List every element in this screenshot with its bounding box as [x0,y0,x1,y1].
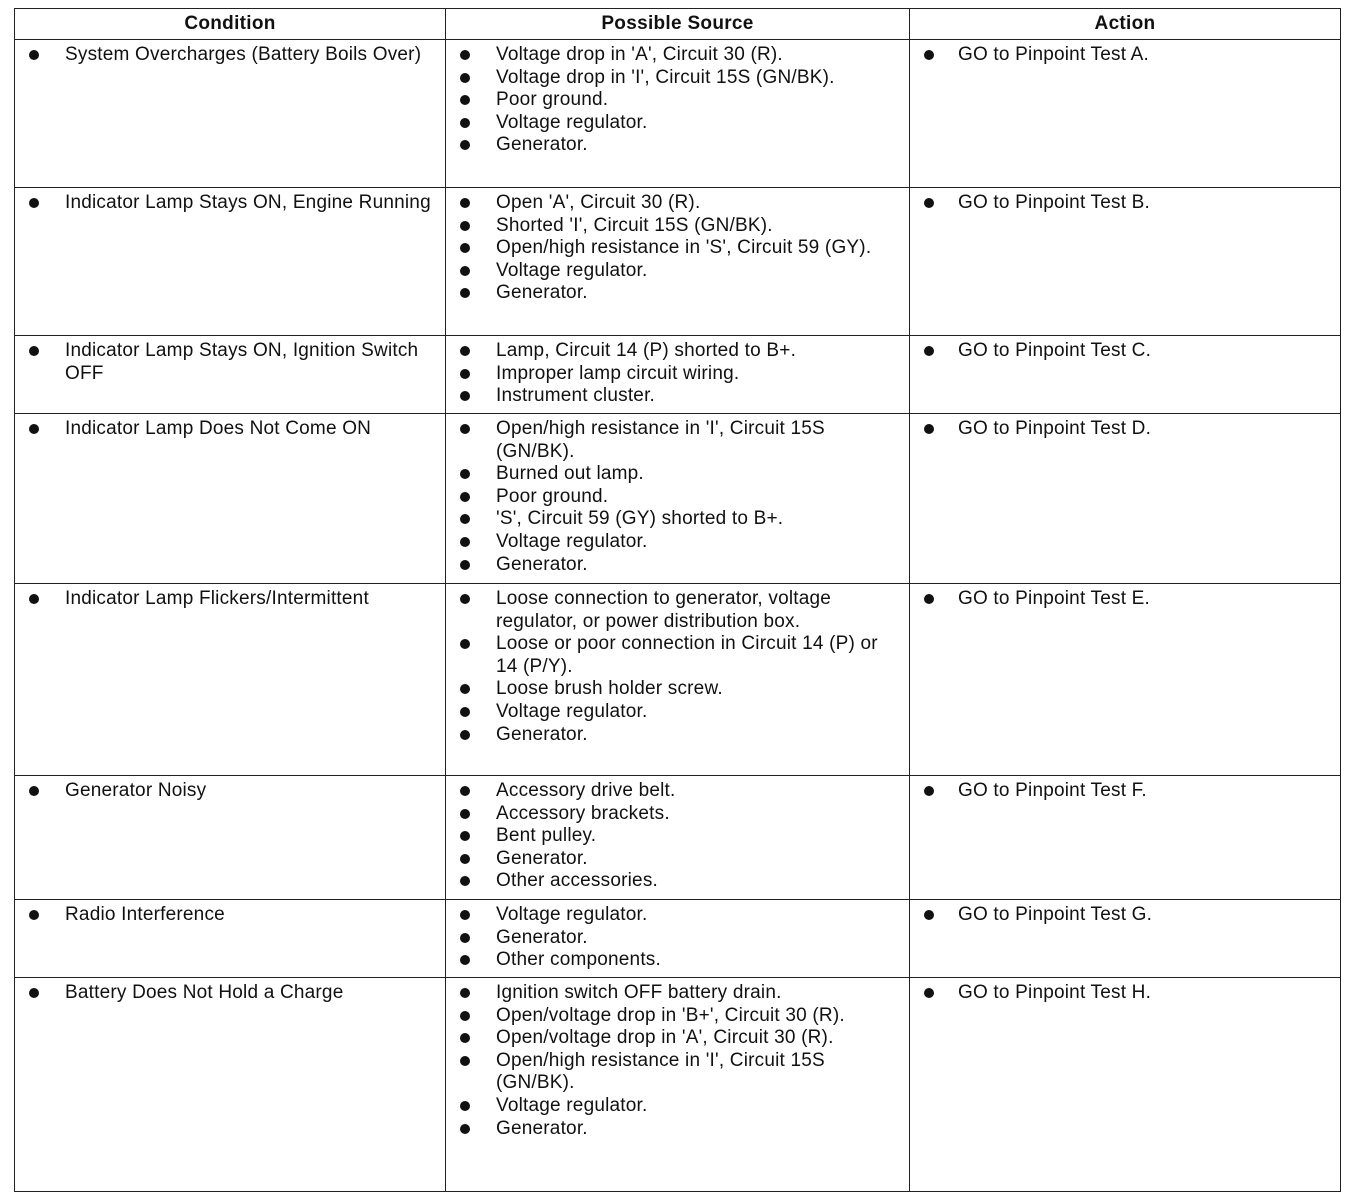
action-item [920,982,1334,1005]
bullet-icon [460,1011,470,1021]
header-action: Action [910,9,1341,40]
source-text: Burned out lamp. [496,463,644,485]
table-body [15,40,1341,1192]
bullet-icon [924,50,934,60]
bullet-icon [460,707,470,717]
action-cell [910,584,1341,776]
bullet-icon [460,198,470,208]
bullet-icon [924,910,934,920]
source-text: Other accessories. [496,870,658,892]
table-row [15,414,1341,584]
bullet-icon [460,639,470,649]
action-item [920,780,1334,803]
possible-source-cell [446,40,910,188]
bullet-icon [460,684,470,694]
source-item [456,531,903,554]
condition-item [25,340,439,385]
source-item [456,588,903,633]
action-cell [910,978,1341,1192]
bullet-icon [29,424,39,434]
bullet-icon [29,786,39,796]
source-item [456,633,903,678]
action-item [920,192,1334,215]
source-text: Lamp, Circuit 14 (P) shorted to B+. [496,340,797,361]
source-text: Generator. [496,723,588,745]
source-item [456,949,903,972]
condition-text: Radio Interference [65,904,225,925]
action-cell [910,188,1341,336]
source-item [456,1027,903,1050]
action-text: GO to Pinpoint Test F. [958,780,1147,801]
source-item [456,1050,903,1095]
condition-cell [15,188,446,336]
source-text: Voltage drop in 'A', Circuit 30 (R). [496,44,783,65]
bullet-icon [460,391,470,401]
action-item [920,904,1334,927]
source-text: Generator. [496,282,588,304]
source-item [456,44,903,67]
source-item [456,554,903,577]
bullet-icon [460,140,470,150]
action-cell [910,40,1341,188]
bullet-icon [460,1056,470,1066]
table-row [15,584,1341,776]
condition-item [25,588,439,611]
condition-cell [15,584,446,776]
bullet-icon [29,198,39,208]
source-text: Open/voltage drop in 'A', Circuit 30 (R). [496,1027,834,1049]
possible-source-cell [446,584,910,776]
source-item [456,237,903,260]
source-text: Accessory drive belt. [496,780,676,801]
source-text: Generator. [496,926,588,948]
action-item [920,418,1334,441]
bullet-icon [460,854,470,864]
symptom-table [14,8,1341,1192]
condition-cell [15,336,446,414]
bullet-icon [460,933,470,943]
header-possible-source: Possible Source [446,9,910,40]
condition-item [25,44,439,67]
bullet-icon [460,95,470,105]
bullet-icon [460,955,470,965]
source-item [456,780,903,803]
source-text: Generator. [496,1117,588,1139]
bullet-icon [29,346,39,356]
bullet-icon [460,243,470,253]
source-text: Voltage drop in 'I', Circuit 15S (GN/BK). [496,66,835,88]
source-item [456,282,903,305]
condition-item [25,192,439,215]
source-item [456,260,903,283]
source-item [456,508,903,531]
source-item [456,112,903,135]
action-text: GO to Pinpoint Test A. [958,44,1149,65]
bullet-icon [460,492,470,502]
bullet-icon [460,514,470,524]
bullet-icon [460,73,470,83]
source-item [456,192,903,215]
table-row [15,188,1341,336]
source-item [456,340,903,363]
bullet-icon [460,1033,470,1043]
header-condition: Condition [15,9,446,40]
bullet-icon [460,424,470,434]
bullet-icon [924,198,934,208]
action-text: GO to Pinpoint Test D. [958,418,1152,439]
condition-text: Indicator Lamp Stays ON, Ignition Switch OFF [65,340,419,384]
source-text: Voltage regulator. [496,111,648,133]
bullet-icon [460,469,470,479]
bullet-icon [460,1101,470,1111]
condition-item [25,418,439,441]
source-text: Open/high resistance in 'I', Circuit 15S (GN/BK). [496,1049,825,1094]
condition-text: System Overcharges (Battery Boils Over) [65,44,422,65]
bullet-icon [460,118,470,128]
source-text: Open/high resistance in 'I', Circuit 15S (GN/BK). [496,418,825,462]
source-item [456,825,903,848]
action-cell [910,900,1341,978]
source-text: Improper lamp circuit wiring. [496,362,740,384]
source-item [456,418,903,463]
source-item [456,486,903,509]
source-text: Open/high resistance in 'S', Circuit 59 (GY). [496,237,872,259]
source-text: Open 'A', Circuit 30 (R). [496,192,701,213]
bullet-icon [460,266,470,276]
bullet-icon [460,910,470,920]
action-cell [910,336,1341,414]
source-text: Voltage regulator. [496,530,648,552]
source-text: Generator. [496,134,588,156]
source-item [456,89,903,112]
source-item [456,1005,903,1028]
source-item [456,803,903,826]
bullet-icon [29,988,39,998]
bullet-icon [460,730,470,740]
table-row [15,978,1341,1192]
bullet-icon [460,876,470,886]
source-text: Voltage regulator. [496,700,648,722]
bullet-icon [460,988,470,998]
action-text: GO to Pinpoint Test G. [958,904,1153,925]
source-text: Shorted 'I', Circuit 15S (GN/BK). [496,214,773,236]
condition-text: Battery Does Not Hold a Charge [65,982,344,1003]
bullet-icon [460,369,470,379]
bullet-icon [460,50,470,60]
possible-source-cell [446,776,910,900]
table-row [15,40,1341,188]
source-item [456,982,903,1005]
bullet-icon [460,560,470,570]
source-text: Other components. [496,949,661,971]
bullet-icon [924,786,934,796]
condition-cell [15,40,446,188]
action-text: GO to Pinpoint Test H. [958,982,1152,1003]
condition-text: Indicator Lamp Flickers/Intermittent [65,588,369,609]
source-item [456,870,903,893]
bullet-icon [924,346,934,356]
source-text: Voltage regulator. [496,1094,648,1116]
table-row [15,776,1341,900]
condition-item [25,982,439,1005]
source-text: Loose connection to generator, voltage regulator, or power distribution box. [496,588,832,632]
source-item [456,215,903,238]
symptom-chart [14,8,1340,1192]
bullet-icon [460,594,470,604]
source-item [456,1118,903,1141]
source-item [456,67,903,90]
bullet-icon [460,346,470,356]
bullet-icon [29,910,39,920]
source-item [456,363,903,386]
condition-item [25,780,439,803]
bullet-icon [460,831,470,841]
possible-source-cell [446,414,910,584]
bullet-icon [29,50,39,60]
condition-cell [15,776,446,900]
possible-source-cell [446,336,910,414]
source-item [456,134,903,157]
action-item [920,44,1334,67]
bullet-icon [924,424,934,434]
condition-cell [15,900,446,978]
condition-cell [15,414,446,584]
condition-cell [15,978,446,1192]
source-text: Voltage regulator. [496,259,648,281]
source-text: Generator. [496,553,588,575]
source-item [456,385,903,408]
source-text: Loose or poor connection in Circuit 14 (P) or 14 (P/Y). [496,633,878,677]
bullet-icon [460,221,470,231]
source-item [456,904,903,927]
bullet-icon [460,537,470,547]
action-text: GO to Pinpoint Test B. [958,192,1151,213]
action-cell [910,776,1341,900]
action-text: GO to Pinpoint Test E. [958,588,1151,609]
bullet-icon [460,288,470,298]
source-text: Voltage regulator. [496,904,648,925]
source-text: Ignition switch OFF battery drain. [496,982,782,1003]
source-text: Poor ground. [496,485,609,507]
source-item [456,463,903,486]
bullet-icon [460,786,470,796]
bullet-icon [29,594,39,604]
action-text: GO to Pinpoint Test C. [958,340,1152,361]
source-item [456,724,903,747]
table-row [15,336,1341,414]
bullet-icon [924,988,934,998]
source-text: Loose brush holder screw. [496,678,723,700]
source-item [456,848,903,871]
header-row [15,9,1341,40]
source-text: Generator. [496,847,588,869]
source-text: Poor ground. [496,89,609,111]
action-item [920,588,1334,611]
source-text: Open/voltage drop in 'B+', Circuit 30 (R). [496,1004,845,1026]
source-text: Bent pulley. [496,825,597,847]
condition-text: Indicator Lamp Stays ON, Engine Running [65,192,431,213]
possible-source-cell [446,978,910,1192]
bullet-icon [460,1124,470,1134]
source-text: Accessory brackets. [496,802,670,824]
action-cell [910,414,1341,584]
table-row [15,900,1341,978]
possible-source-cell [446,900,910,978]
source-item [456,927,903,950]
source-item [456,678,903,701]
bullet-icon [460,809,470,819]
bullet-icon [924,594,934,604]
source-text: Instrument cluster. [496,385,656,407]
condition-item [25,904,439,927]
source-item [456,1095,903,1118]
condition-text: Indicator Lamp Does Not Come ON [65,418,372,439]
condition-text: Generator Noisy [65,780,207,801]
possible-source-cell [446,188,910,336]
source-item [456,701,903,724]
action-item [920,340,1334,363]
source-text: 'S', Circuit 59 (GY) shorted to B+. [496,508,784,530]
